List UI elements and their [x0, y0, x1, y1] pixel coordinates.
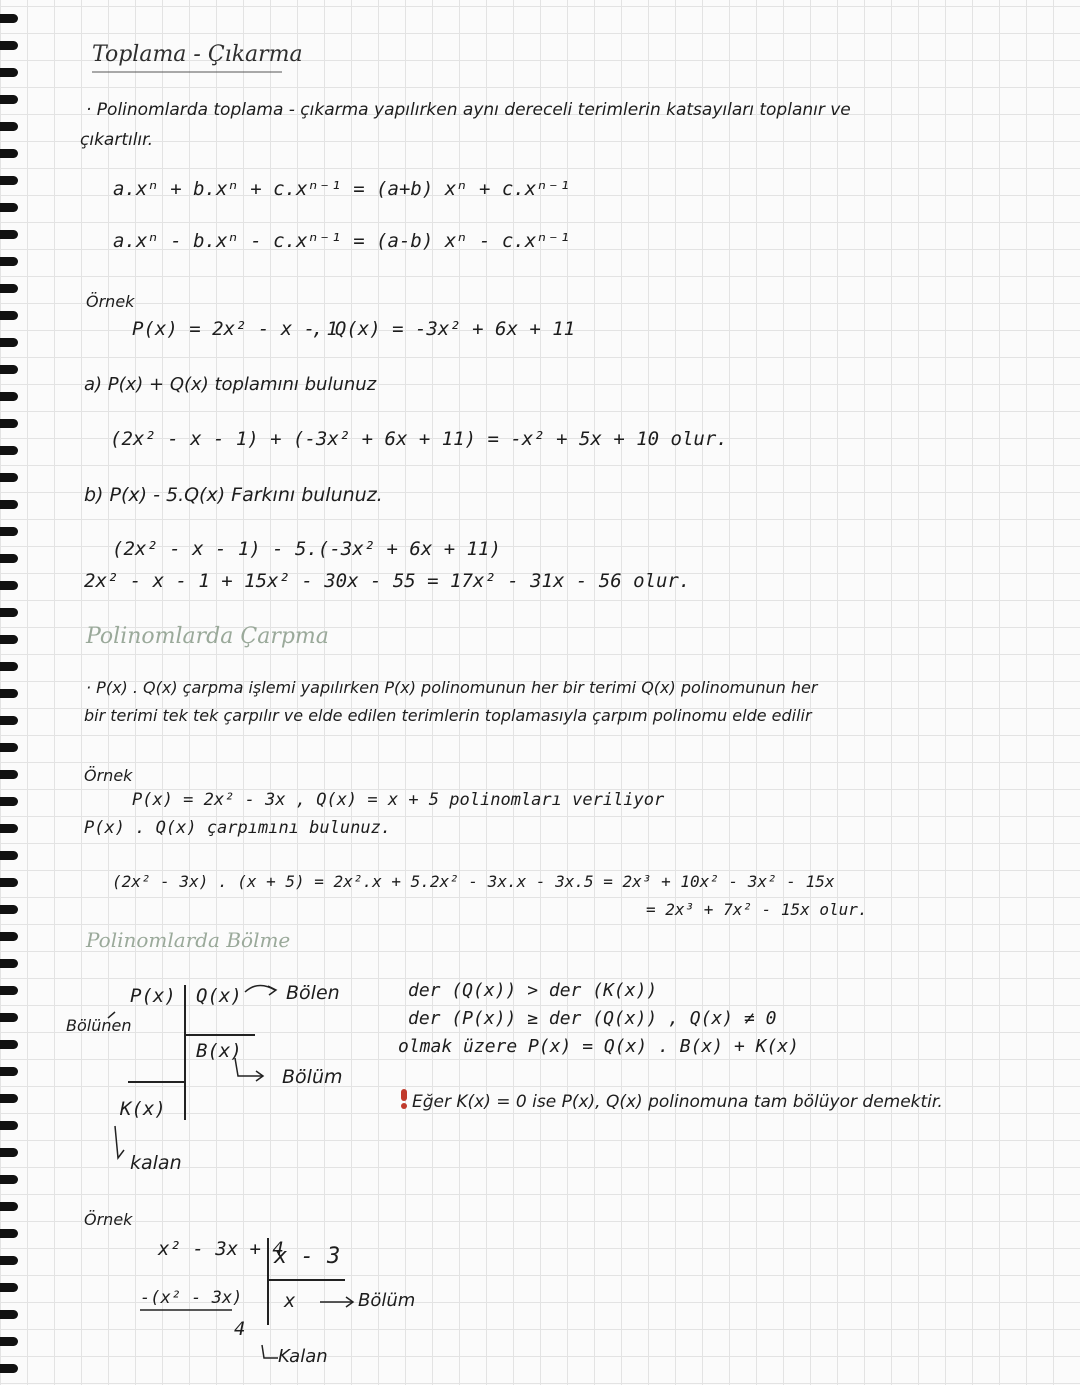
- part-b-work-line1: (2x² - x - 1) - 5.(-3x² + 6x + 11): [112, 538, 501, 560]
- part-b-work-line2: 2x² - x - 1 + 15x² - 30x - 55 = 17x² - 31x - 56 olur.: [84, 570, 691, 592]
- addsub-rule-line2: çıkartılır.: [80, 130, 153, 150]
- division-dividend: P(x): [130, 985, 176, 1007]
- given-polynomial-p: P(x) = 2x² - x - 1: [132, 318, 338, 340]
- example-label: Örnek: [84, 1210, 133, 1229]
- dividend-label: Bölünen: [66, 1016, 132, 1035]
- division-remainder: K(x): [120, 1098, 166, 1120]
- example-label: Örnek: [86, 292, 135, 311]
- division-quotient: B(x): [196, 1040, 242, 1062]
- degree-condition-1: der (Q(x)) > der (K(x)): [408, 980, 658, 1001]
- heading-multiplication: Polinomlarda Çarpma: [86, 624, 329, 649]
- part-a-work: (2x² - x - 1) + (-3x² + 6x + 11) = -x² + 5x + 10 olur.: [110, 428, 728, 450]
- long-division-subtract: -(x² - 3x): [140, 1288, 243, 1308]
- addsub-rule-line1: · Polinomlarda toplama - çıkarma yapılırken aynı dereceli terimlerin katsayıları toplanır ve: [86, 100, 851, 120]
- multiplication-rule-line2: bir terimi tek tek çarpılır ve elde edilen terimlerin toplamasıyla çarpım polinomu elde edilir: [84, 706, 812, 725]
- heading-division: Polinomlarda Bölme: [86, 928, 291, 952]
- part-b-question: b) P(x) - 5.Q(x) Farkını bulunuz.: [84, 484, 383, 506]
- long-division-remainder: 4: [234, 1318, 246, 1340]
- part-a-question: a) P(x) + Q(x) toplamını bulunuz: [84, 374, 377, 395]
- long-division-quotient-label: Bölüm: [358, 1290, 416, 1311]
- long-division-divisor: x - 3: [274, 1244, 341, 1269]
- given-polynomial-q: , Q(x) = -3x² + 6x + 11: [312, 318, 576, 340]
- quotient-label: Bölüm: [282, 1066, 343, 1088]
- multiplication-example-given: P(x) = 2x² - 3x , Q(x) = x + 5 polinomları veriliyor: [132, 790, 665, 810]
- divisor-label: Bölen: [286, 982, 340, 1004]
- multiplication-example-question: P(x) . Q(x) çarpımını bulunuz.: [84, 818, 392, 838]
- multiplication-work-line2: = 2x³ + 7x² - 15x olur.: [646, 900, 868, 919]
- multiplication-rule-line1: · P(x) . Q(x) çarpma işlemi yapılırken P(x) polinomunun her bir terimi Q(x) polinomunun her: [86, 678, 818, 697]
- exact-division-note: Eğer K(x) = 0 ise P(x), Q(x) polinomuna tam bölüyor demektir.: [412, 1092, 943, 1112]
- degree-condition-2: der (P(x)) ≥ der (Q(x)) , Q(x) ≠ 0: [408, 1008, 777, 1029]
- division-divisor: Q(x): [196, 985, 242, 1007]
- long-division-quotient: x: [284, 1290, 296, 1312]
- subtraction-formula: a.xⁿ - b.xⁿ - c.xⁿ⁻¹ = (a-b) xⁿ - c.xⁿ⁻¹: [113, 230, 571, 252]
- heading-addition-subtraction: Toplama - Çıkarma: [92, 42, 303, 67]
- division-identity: olmak üzere P(x) = Q(x) . B(x) + K(x): [398, 1036, 799, 1057]
- remainder-label: kalan: [130, 1152, 182, 1174]
- addition-formula: a.xⁿ + b.xⁿ + c.xⁿ⁻¹ = (a+b) xⁿ + c.xⁿ⁻¹: [113, 178, 571, 200]
- long-division-dividend: x² - 3x + 4: [158, 1238, 284, 1260]
- long-division-remainder-label: Kalan: [278, 1346, 328, 1367]
- multiplication-work-line1: (2x² - 3x) . (x + 5) = 2x².x + 5.2x² - 3x.x - 3x.5 = 2x³ + 10x² - 3x² - 15x: [112, 872, 835, 891]
- example-label: Örnek: [84, 766, 133, 785]
- warning-icon: [398, 1088, 410, 1114]
